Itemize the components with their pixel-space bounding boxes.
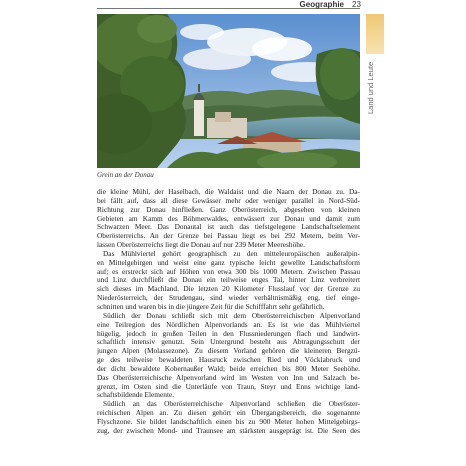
text-line: reichischen Alpen an. Zu diesen gehört ein Übergangsbereich, die sogenannte	[97, 409, 360, 418]
body-text	[97, 188, 360, 436]
text-line: Richtung zur Donau hinfließen. Ganz Oberösterreich, abgesehen von kleinen	[97, 205, 360, 214]
text-line: en Mittelgebirgen und weist eine ganz typische leicht gewellte Landschaftsform	[97, 258, 360, 267]
text-line: Das Oberösterreichische Alpenvorland wird im Westen von Inn und Salzach be-	[97, 373, 360, 382]
text-line: eine Teilregion des Nördlichen Alpenvorlands an. Es ist wie das Mühlviertel	[97, 320, 360, 329]
text-line: Schwarzen Meer. Das Donautal ist auch das tiefstgelegene Landschaftselement	[97, 223, 360, 232]
text-line: Oberösterreichs. An der Grenze bei Passau liegt es bei 292 Metern, beim Ver-	[97, 232, 360, 241]
text-line: sich dieses im Machland. Die letzten 20 Kilometer Flusslauf vor der Grenze zu	[97, 285, 360, 294]
text-line: Südlich an das Oberösterreichische Alpenvorland schließen die Oberöster-	[103, 400, 360, 409]
text-line: auf; es erstreckt sich auf Höhen von etwa 300 bis 1000 Metern. Zwischen Passau	[97, 267, 360, 276]
photo-grein	[97, 14, 360, 168]
text-line: der dicht bewaldete Kobernaußer Wald; beide erreichen bis 800 Meter Seehöhe.	[97, 364, 360, 373]
text-line: Südlich der Donau schließt sich mit dem Oberösterreichischen Alpenvorland	[103, 311, 360, 320]
text-line: und Linz durchfließt die Donau ein teilweise enges Tal, hinter Linz verbreitert	[97, 276, 360, 285]
text-line: Gebieten am Kamm des Böhmerwaldes, entwässert zur Donau und damit zum	[97, 214, 360, 223]
text-line: hügelig, jedoch in großen Teilen in den Flussniederungen flach und landwirt-	[97, 329, 360, 338]
running-head: Geographie	[299, 0, 344, 9]
text-line: die kleine Mühl, der Haselbach, die Waldaist und die Naarn der Donau zu. Da-	[97, 188, 360, 196]
page-number: 23	[352, 0, 361, 9]
text-line: schaftlich intensiv genutzt. Sein Untergrund besteht aus Abtragungsschutt der	[97, 338, 360, 347]
text-line: grenzt, im Osten sind die Unterläufe von Traun, Steyr und Enns wichtige land-	[97, 382, 360, 391]
figure-caption: Grein an der Donau	[97, 171, 154, 179]
chapter-tab	[366, 14, 384, 54]
text-line: Flyschzone. Sie bildet landschaftlich einen bis zu 900 Meter hohen Mittelgebirgs-	[97, 417, 360, 426]
text-line: bei fällt auf, dass all diese Gewässer mehr oder weniger parallel in Nord-Süd-	[97, 196, 360, 205]
text-line: ge des teilweise bewaldeten Hausruck zwischen Ried und Vöcklabruck und	[97, 356, 360, 365]
text-line: jungen Alpen (Molassezone). Zu diesem Vorland gehören die kleineren Bergzü-	[97, 347, 360, 356]
chapter-side-label: Land und Leute	[366, 61, 375, 114]
text-line: lassen Oberösterreichs liegt die Donau auf nur 239 Meter Meereshöhe.	[97, 241, 306, 250]
text-line: zug, der zwischen Mond- und Traunsee am stärksten ausgeprägt ist. Die Seen des	[97, 426, 360, 435]
text-line: Niederösterreich, der Strudengau, sind wieder verhältnismäßig eng, tief einge-	[97, 294, 360, 303]
text-line: schnitten und waren bis in die jüngere Zeit für die Schifffahrt sehr gefährlich.	[97, 302, 325, 311]
text-line: schaftsbildende Elemente.	[97, 391, 175, 400]
text-line: Das Mühlviertel gehört geographisch zu den mitteleuropäischen außeralpin-	[103, 249, 360, 258]
